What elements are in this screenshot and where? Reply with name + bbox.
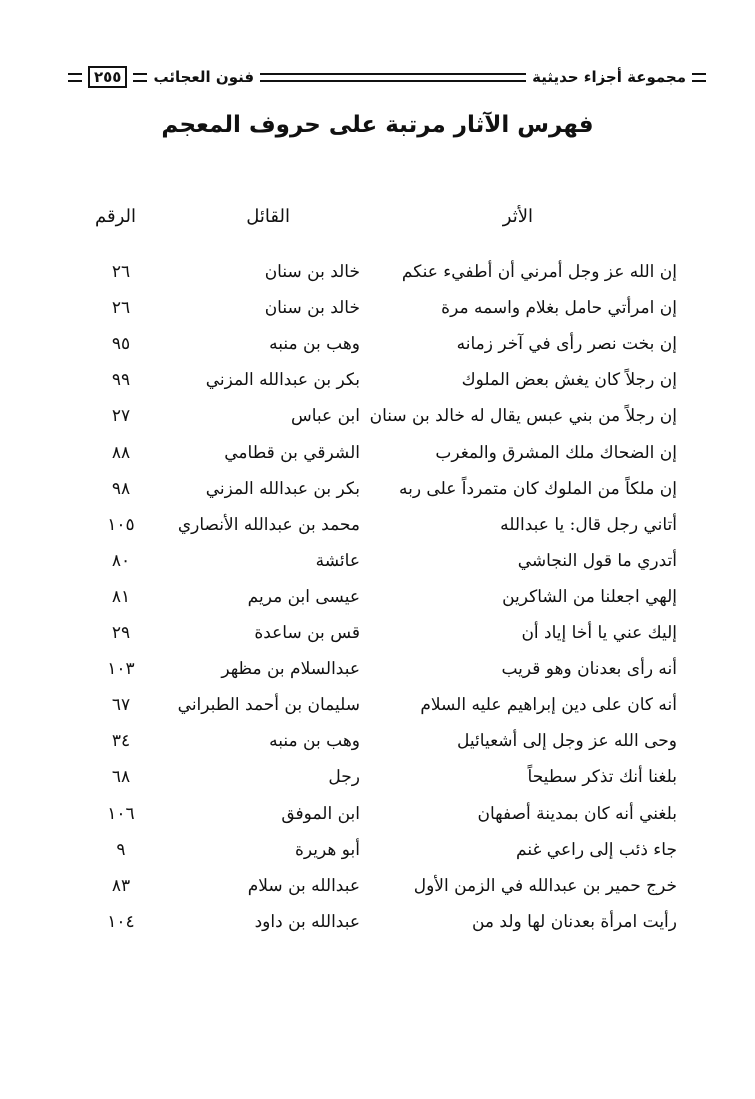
row-sayer: عائشة bbox=[315, 550, 360, 571]
row-number: ٣٤ bbox=[111, 731, 131, 752]
row-text: إن رجلاً كان يغش بعض الملوك bbox=[461, 370, 677, 391]
row-number: ٩ bbox=[116, 839, 126, 860]
row-text: إن امرأتي حامل بغلام واسمه مرة bbox=[441, 298, 677, 319]
row-text: جاء ذئب إلى راعي غنم bbox=[516, 839, 677, 860]
row-text: إليك عني يا أخا إياد أن bbox=[521, 623, 677, 643]
row-number: ٩٩ bbox=[111, 370, 131, 391]
header-rule bbox=[133, 73, 147, 82]
row-text: إن بخت نصر رأى في آخر زمانه bbox=[456, 334, 677, 355]
row-number: ١٠٦ bbox=[107, 803, 135, 824]
table-row bbox=[0, 765, 755, 801]
running-header bbox=[62, 66, 712, 88]
row-sayer: بكر بن عبدالله المزني bbox=[205, 370, 360, 391]
column-header-text: الأثر bbox=[502, 206, 533, 227]
row-number: ٨١ bbox=[111, 586, 131, 607]
row-number: ١٠٣ bbox=[107, 659, 135, 680]
row-text: بلغني أنه كان بمدينة أصفهان bbox=[477, 803, 677, 824]
page-title: فهرس الآثار مرتبة على حروف المعجم bbox=[161, 112, 594, 138]
row-sayer: عيسى ابن مريم bbox=[247, 586, 360, 607]
row-sayer: عبدالسلام بن مظهر bbox=[221, 659, 360, 680]
row-number: ٢٦ bbox=[111, 262, 131, 282]
row-number: ٢٦ bbox=[111, 298, 131, 319]
row-sayer: خالد بن سنان bbox=[264, 262, 360, 282]
table-row bbox=[0, 404, 755, 440]
row-number: ١٠٤ bbox=[107, 911, 135, 932]
row-text: أنه رأى بعدنان وهو قريب bbox=[501, 659, 677, 680]
row-text: إن رجلاً من بني عبس يقال له خالد بن سنان bbox=[369, 406, 677, 427]
row-sayer: أبو هريرة bbox=[294, 839, 360, 860]
row-sayer: ابن عباس bbox=[290, 406, 360, 427]
row-sayer: ابن الموفق bbox=[281, 803, 360, 824]
row-sayer: بكر بن عبدالله المزني bbox=[205, 478, 360, 499]
table-row bbox=[0, 693, 755, 729]
row-text: إن الله عز وجل أمرني أن أطفيء عنكم bbox=[401, 262, 677, 282]
row-number: ٩٨ bbox=[111, 478, 131, 499]
row-sayer: عبدالله بن سلام bbox=[247, 875, 360, 896]
table-row bbox=[0, 368, 755, 404]
header-rule bbox=[68, 73, 82, 82]
row-text: أتدري ما قول النجاشي bbox=[517, 550, 677, 571]
row-number: ٦٧ bbox=[111, 695, 131, 716]
row-sayer: وهب بن منبه bbox=[269, 334, 360, 355]
row-text: إن الضحاك ملك المشرق والمغرب bbox=[435, 442, 677, 463]
header-rule bbox=[692, 73, 706, 82]
header-book-title: فنون العجائب bbox=[153, 68, 255, 86]
row-text: خرج حمير بن عبدالله في الزمن الأول bbox=[413, 875, 677, 896]
table-row bbox=[0, 549, 755, 585]
table-row bbox=[0, 585, 755, 621]
row-number: ٦٨ bbox=[111, 767, 131, 788]
row-sayer: رجل bbox=[328, 767, 360, 788]
table-row bbox=[0, 729, 755, 765]
row-number: ٢٧ bbox=[111, 406, 131, 427]
table-row bbox=[0, 260, 755, 296]
page-number: ٢٥٥ bbox=[88, 66, 127, 88]
table-row bbox=[0, 910, 755, 946]
table-row bbox=[0, 441, 755, 477]
table-row bbox=[0, 513, 755, 549]
table-row bbox=[0, 621, 755, 657]
row-number: ١٠٥ bbox=[107, 514, 135, 535]
row-number: ٨٨ bbox=[111, 442, 131, 463]
table-row bbox=[0, 657, 755, 693]
header-rule bbox=[260, 73, 526, 82]
row-sayer: عبدالله بن داود bbox=[254, 911, 360, 932]
table-row bbox=[0, 874, 755, 910]
row-text: أنه كان على دين إبراهيم عليه السلام bbox=[420, 695, 677, 716]
header-collection-title: مجموعة أجزاء حديثية bbox=[532, 68, 686, 86]
row-text: وحى الله عز وجل إلى أشعيائيل bbox=[457, 731, 677, 752]
table-row bbox=[0, 802, 755, 838]
row-text: إلهي اجعلنا من الشاكرين bbox=[502, 586, 677, 607]
row-number: ٢٩ bbox=[111, 623, 131, 643]
row-sayer: محمد بن عبدالله الأنصاري bbox=[177, 514, 360, 535]
row-text: إن ملكاً من الملوك كان متمرداً على ربه bbox=[398, 478, 677, 499]
table-row bbox=[0, 296, 755, 332]
row-sayer: الشرقي بن قطامي bbox=[224, 442, 360, 463]
column-header-sayer: القائل bbox=[246, 206, 290, 227]
row-number: ٨٠ bbox=[111, 550, 131, 571]
row-number: ٩٥ bbox=[111, 334, 131, 355]
table-row bbox=[0, 332, 755, 368]
row-text: أتاني رجل قال: يا عبدالله bbox=[500, 514, 677, 535]
row-number: ٨٣ bbox=[111, 875, 131, 896]
row-sayer: سليمان بن أحمد الطبراني bbox=[177, 695, 360, 716]
row-sayer: خالد بن سنان bbox=[264, 298, 360, 319]
column-header-number: الرقم bbox=[95, 206, 137, 227]
table-row bbox=[0, 838, 755, 874]
row-sayer: وهب بن منبه bbox=[269, 731, 360, 752]
row-text: بلغنا أنك تذكر سطيحاً bbox=[527, 767, 677, 788]
table-row bbox=[0, 477, 755, 513]
row-sayer: قس بن ساعدة bbox=[254, 623, 360, 643]
row-text: رأيت امرأة بعدنان لها ولد من bbox=[471, 911, 677, 932]
